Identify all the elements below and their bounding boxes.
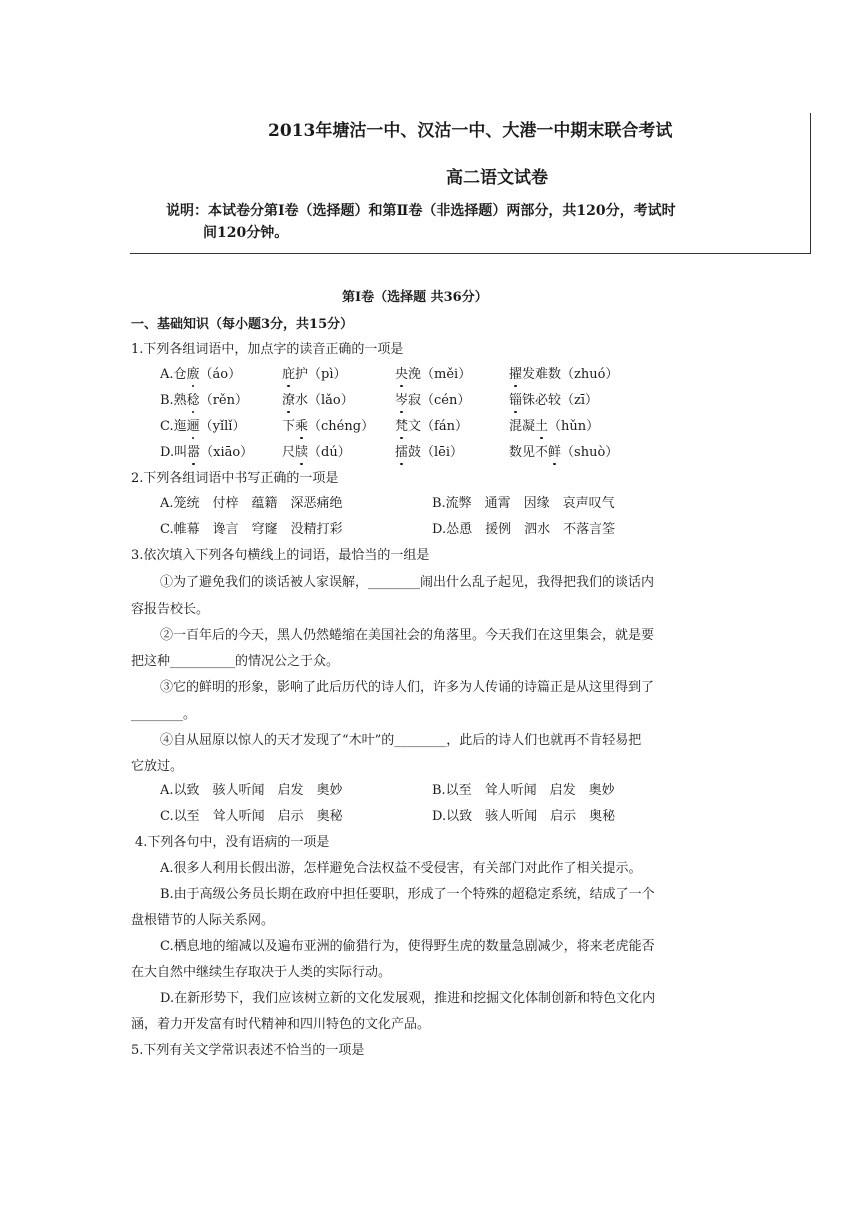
q4-option-a: A.很多人利用长假出游，怎样避免合法权益不受侵害，有关部门对此作了相关提示。 — [160, 861, 642, 876]
q2-option-c: C.帷幕 谗言 穹窿 没精打彩 — [160, 522, 343, 537]
q1-option-a-1: A.仓廒（áo） — [160, 367, 242, 382]
q1-option-b-3: 岑寂（cén） — [395, 393, 471, 408]
exam-subtitle: 高二语文试卷 — [446, 168, 548, 188]
q4-option-c: C.栖息地的缩减以及遍布亚洲的偷猎行为，使得野生虎的数量急剧减少，将来老虎能否 — [160, 939, 655, 954]
q3-stem: 3.依次填入下列各句横线上的词语，最恰当的一组是 — [131, 548, 430, 563]
q1-option-b-1: B.熟稔（rěn） — [160, 393, 248, 408]
q4-option-d-cont: 涵，着力开发富有时代精神和四川特色的文化产品。 — [131, 1017, 431, 1032]
q3-sentence-1: ①为了避免我们的谈话被人家误解，________闹出什么乱子起见，我得把我们的谈话内 — [160, 575, 655, 590]
q4-option-d: D.在新形势下，我们应该树立新的文化发展观，推进和挖掘文化体制创新和特色文化内 — [160, 991, 656, 1006]
q3-option-a: A.以致 骇人听闻 启发 奥妙 — [160, 783, 343, 798]
q2-option-a: A.笼统 付梓 蕴籍 深恶痛绝 — [160, 496, 343, 511]
exam-title: 2013年塘沽一中、汉沽一中、大港一中期末联合考试 — [268, 121, 673, 141]
q1-option-a-3: 央浼（měi） — [395, 367, 472, 382]
q2-option-d: D.怂恿 援例 泗水 不落言筌 — [432, 522, 616, 537]
q3-sentence-3-cont: ________。 — [131, 707, 197, 722]
section-heading: 一、基础知识（每小题3分，共15分） — [131, 317, 354, 332]
q1-option-c-2: 下乘（chéng） — [282, 419, 375, 434]
q4-option-b-cont: 盘根错节的人际关系网。 — [131, 913, 275, 928]
q3-sentence-1-cont: 容报告校长。 — [131, 602, 210, 617]
q4-stem: 4.下列各句中，没有语病的一项是 — [135, 835, 330, 850]
q1-option-d-3: 擂鼓（lēi） — [395, 445, 464, 460]
q4-option-b: B.由于高级公务员长期在政府中担任要职，形成了一个特殊的超稳定系统，结成了一个 — [160, 887, 655, 902]
exam-note-line-1: 说明：本试卷分第Ⅰ卷（选择题）和第Ⅱ卷（非选择题）两部分，共120分，考试时 — [166, 203, 676, 219]
q1-option-a-4: 擢发难数（zhuó） — [509, 367, 619, 382]
q1-stem: 1.下列各组词语中，加点字的读音正确的一项是 — [131, 342, 404, 357]
q1-option-a-2: 庇护（pì） — [282, 367, 347, 382]
q3-option-d: D.以致 骇人听闻 启示 奥秘 — [432, 809, 616, 824]
q1-option-b-2: 潦水（lǎo） — [282, 393, 354, 408]
q1-option-b-4: 锱铢必较（zī） — [509, 393, 599, 408]
q3-sentence-2-cont: 把这种__________的情况公之于众。 — [131, 654, 340, 669]
part1-heading: 第Ⅰ卷（选择题 共36分） — [342, 290, 488, 305]
q3-sentence-4-cont: 它放过。 — [131, 759, 184, 774]
q4-option-c-cont: 在大自然中继续生存取决于人类的实际行动。 — [131, 965, 392, 980]
q1-option-c-1: C.迤逦（yǐlǐ） — [160, 419, 246, 434]
q1-option-c-4: 混凝土（hǔn） — [509, 419, 600, 434]
q2-option-b: B.流弊 通霄 因缘 哀声叹气 — [432, 496, 615, 511]
q3-option-c: C.以至 耸人听闻 启示 奥秘 — [160, 809, 343, 824]
q3-sentence-3: ③它的鲜明的形象，影响了此后历代的诗人们，许多为人传诵的诗篇正是从这里得到了 — [160, 680, 655, 695]
q1-option-d-2: 尺牍（dú） — [282, 445, 351, 460]
q3-option-b: B.以至 耸人听闻 启发 奥妙 — [432, 783, 615, 798]
q2-stem: 2.下列各组词语中书写正确的一项是 — [131, 471, 339, 486]
q1-option-d-1: D.叫嚣（xiāo） — [160, 445, 254, 460]
q1-option-d-4: 数见不鲜（shuò） — [509, 445, 619, 460]
q5-stem: 5.下列有关文学常识表述不恰当的一项是 — [131, 1043, 365, 1058]
q1-option-c-3: 梵文（fán） — [395, 419, 468, 434]
q3-sentence-4: ④自从屈原以惊人的天才发现了“木叶”的________，此后的诗人们也就再不肯轻易把 — [160, 733, 642, 748]
exam-note-line-2: 间120分钟。 — [203, 225, 289, 241]
q3-sentence-2: ②一百年后的今天，黑人仍然蜷缩在美国社会的角落里。今天我们在这里集会，就是要 — [160, 628, 655, 643]
